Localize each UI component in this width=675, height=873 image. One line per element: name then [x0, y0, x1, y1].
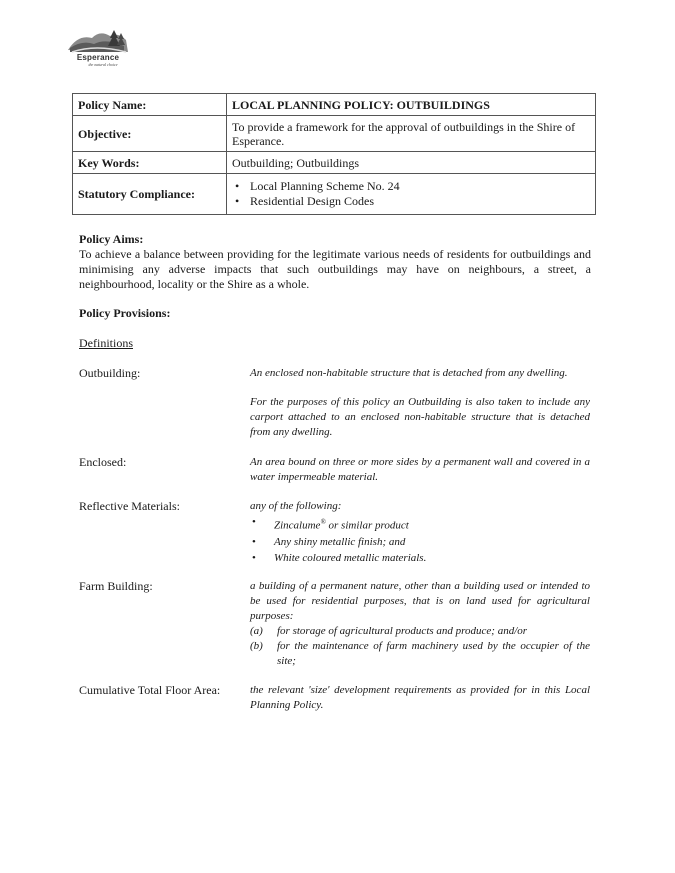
table-row [73, 152, 596, 174]
enclosed-term: Enclosed: [79, 455, 127, 469]
policy-provisions-heading: Policy Provisions: [79, 306, 171, 320]
farm-building-term: Farm Building: [79, 579, 153, 593]
cumulative-floor-area-term: Cumulative Total Floor Area: [79, 683, 221, 697]
list-item: • Local Planning Scheme No. 24 [232, 179, 590, 194]
outbuilding-definition-extra: For the purposes of this policy an Outbuilding is also taken to include any carport attached to an enclosed non-habitable structure that is detached from any dwelling. [250, 396, 590, 438]
policy-name-label: Policy Name: [73, 94, 227, 116]
policy-name-value: LOCAL PLANNING POLICY: OUTBUILDINGS [227, 94, 596, 116]
policy-aims-text: To achieve a balance between providing for the legitimate various needs of residents for outbuildings and minimising any adverse impacts that such outbuildings may have on neighbours, a street, a neighbourhood, locality or the Shire as a whole. [79, 247, 591, 291]
table-row [73, 116, 596, 152]
shire-logo [66, 26, 132, 70]
list-item: (b) for the maintenance of farm machinery used by the occupier of the site; [250, 640, 590, 667]
farm-building-list [250, 624, 590, 669]
farm-building-definition: a building of a permanent nature, other than a building used or intended to be used for residential purposes, that is on land used for agricultural purposes: [250, 580, 590, 622]
enclosed-definition: An area bound on three or more sides by a permanent wall and covered in a water impermeable material. [250, 456, 590, 483]
policy-info-table [72, 93, 596, 215]
outbuilding-definition: An enclosed non-habitable structure that is detached from any dwelling. [250, 367, 568, 379]
statutory-compliance-value [227, 174, 596, 215]
list-item: • Residential Design Codes [232, 194, 590, 209]
reflective-materials-term: Reflective Materials: [79, 499, 180, 513]
key-words-value: Outbuilding; Outbuildings [227, 152, 596, 174]
reflective-intro: any of the following: [250, 500, 342, 512]
statutory-compliance-label: Statutory Compliance: [73, 174, 227, 215]
key-words-label: Key Words: [73, 152, 227, 174]
cumulative-floor-area-definition: the relevant 'size' development requirements as provided for in this Local Planning Policy. [250, 684, 590, 711]
table-row [73, 174, 596, 215]
reflective-list [250, 514, 590, 566]
list-item: • Zincalume® or similar product [250, 514, 590, 534]
outbuilding-term: Outbuilding: [79, 366, 141, 380]
definitions-heading: Definitions [79, 336, 133, 350]
list-item: (a) for storage of agricultural products and produce; and/or [250, 625, 528, 637]
reflective-materials-definition [250, 499, 590, 566]
list-item: • White coloured metallic materials. [250, 550, 590, 566]
compliance-list [232, 179, 590, 209]
objective-value: To provide a framework for the approval of outbuildings in the Shire of Esperance. [227, 116, 596, 152]
table-row [73, 94, 596, 116]
logo-tagline: the natural choice [88, 62, 118, 67]
landscape-icon [66, 26, 132, 56]
list-item: • Any shiny metallic finish; and [250, 534, 590, 550]
policy-aims-heading: Policy Aims: [79, 232, 144, 246]
objective-label: Objective: [73, 116, 227, 152]
logo-name: Esperance [76, 53, 120, 62]
